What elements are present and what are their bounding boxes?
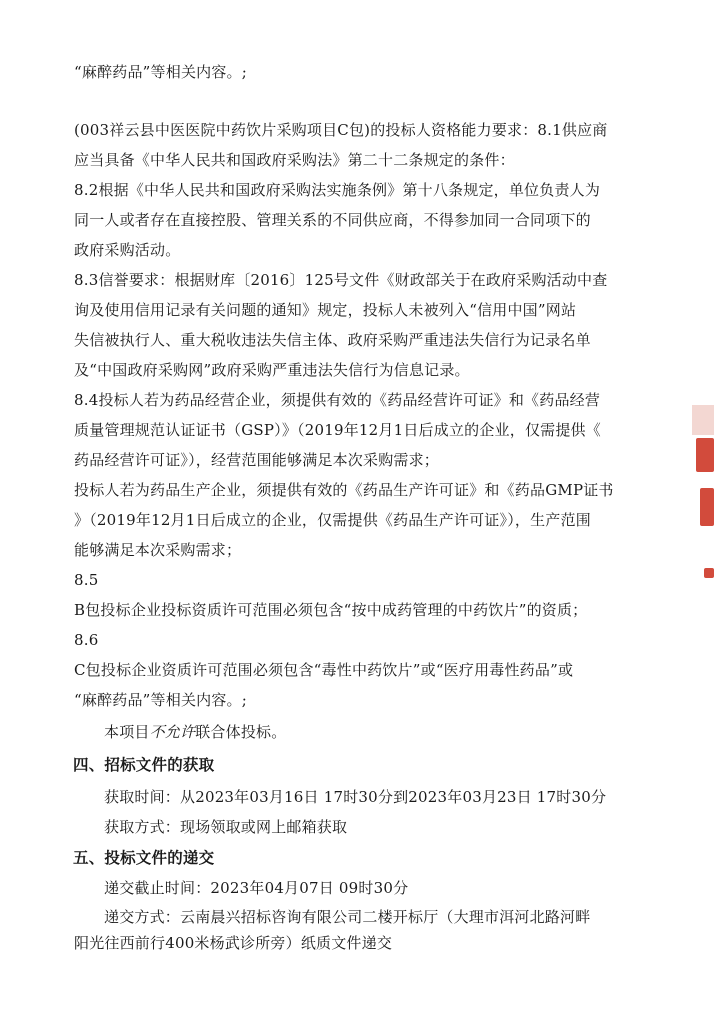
acquisition-method: 获取方式：现场领取或网上邮箱获取	[104, 818, 348, 836]
consortium-emphasis: 不允许	[149, 723, 196, 741]
seal-bleed-mark	[700, 488, 714, 526]
paragraph-line: 政府采购活动。	[74, 241, 181, 259]
paragraph-line: 8.2根据《中华人民共和国政府采购法实施条例》第十八条规定，单位负责人为	[74, 181, 601, 199]
paragraph-line: 8.5	[74, 571, 99, 589]
paragraph-line: 质量管理规范认证证书（GSP）》（2019年12月1日后成立的企业，仅需提供《	[74, 421, 601, 439]
seal-bleed-faint	[692, 405, 714, 435]
paragraph-line: 能够满足本次采购需求；	[74, 541, 242, 559]
paragraph-line: 及“中国政府采购网”政府采购严重违法失信行为信息记录。	[74, 361, 470, 379]
section-heading-4: 四、招标文件的获取	[73, 755, 215, 774]
paragraph-line: 8.4投标人若为药品经营企业，须提供有效的《药品经营许可证》和《药品经营	[74, 391, 601, 409]
paragraph-line: 8.3信誉要求：根据财库〔2016〕125号文件《财政部关于在政府采购活动中查	[74, 271, 608, 289]
seal-bleed-mark	[696, 438, 714, 472]
paragraph-line: 投标人若为药品生产企业，须提供有效的《药品生产许可证》和《药品GMP证书	[74, 481, 614, 499]
submission-method-line2: 阳光往西前行400米杨武诊所旁）纸质文件递交	[74, 934, 393, 952]
submission-method-line1: 递交方式：云南晨兴招标咨询有限公司二楼开标厅（大理市洱河北路河畔	[104, 908, 591, 926]
paragraph-line: 同一人或者存在直接控股、管理关系的不同供应商，不得参加同一合同项下的	[74, 211, 591, 229]
paragraph-line: 应当具备《中华人民共和国政府采购法》第二十二条规定的条件：	[74, 151, 515, 169]
paragraph-line: 》（2019年12月1日后成立的企业，仅需提供《药品生产许可证》），生产范围	[74, 511, 591, 529]
paragraph-line: 询及使用信用记录有关问题的通知》规定，投标人未被列入“信用中国”网站	[74, 301, 577, 319]
paragraph-line: 药品经营许可证》），经营范围能够满足本次采购需求；	[74, 451, 440, 469]
paragraph-line: C包投标企业资质许可范围必须包含“毒性中药饮片”或“医疗用毒性药品”或	[74, 661, 574, 679]
paragraph-line: “麻醉药品”等相关内容。;	[74, 63, 247, 81]
seal-bleed-mark	[704, 568, 714, 578]
paragraph-line: “麻醉药品”等相关内容。;	[74, 691, 247, 709]
paragraph-line: B包投标企业投标资质许可范围必须包含“按中成药管理的中药饮片”的资质；	[74, 601, 588, 619]
paragraph-line: 失信被执行人、重大税收违法失信主体、政府采购严重违法失信行为记录名单	[74, 331, 591, 349]
acquisition-time: 获取时间：从2023年03月16日 17时30分到2023年03月23日 17时30分	[104, 788, 607, 806]
submission-deadline: 递交截止时间：2023年04月07日 09时30分	[104, 879, 409, 897]
consortium-suffix: 联合体投标。	[195, 723, 287, 741]
paragraph-line: 8.6	[74, 631, 99, 649]
consortium-note	[104, 722, 286, 742]
consortium-prefix: 本项目	[104, 723, 150, 741]
section-heading-5: 五、投标文件的递交	[73, 848, 215, 867]
paragraph-line: (003祥云县中医医院中药饮片采购项目C包)的投标人资格能力要求：8.1供应商	[74, 121, 608, 139]
